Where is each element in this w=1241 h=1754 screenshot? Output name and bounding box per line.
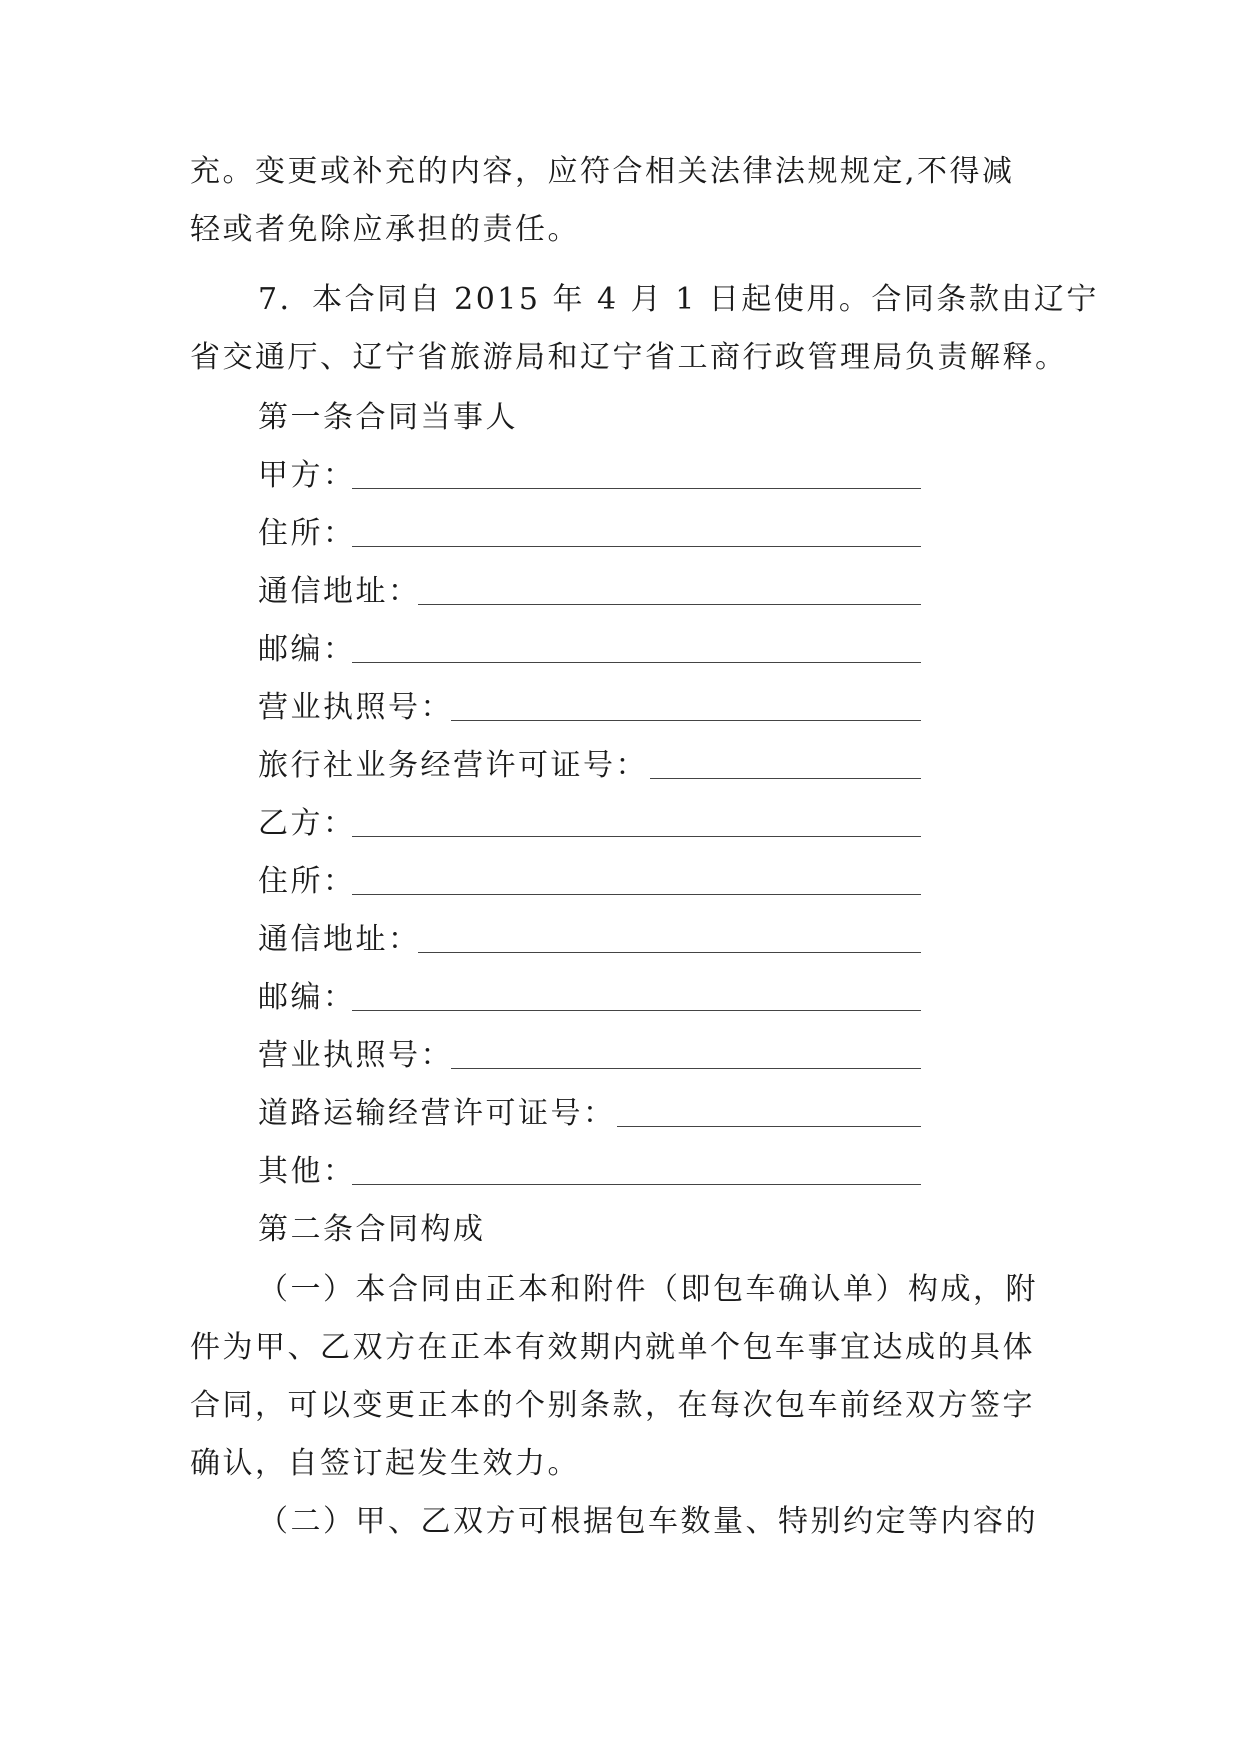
party-b-address-blank[interactable] (352, 892, 921, 895)
party-a-license-blank[interactable] (451, 718, 921, 721)
article-2-item-1-line-2: 件为甲、乙双方在正本有效期内就单个包车事宜达成的具体 (190, 1330, 1035, 1365)
party-a-postcode-blank[interactable] (352, 660, 921, 663)
party-a-license-label: 营业执照号： (258, 690, 453, 725)
party-b-license-label: 营业执照号： (258, 1038, 453, 1073)
paragraph-6-line-2: 轻或者免除应承担的责任。 (190, 212, 580, 247)
paragraph-7-line-2: 省交通厅、辽宁省旅游局和辽宁省工商行政管理局负责解释。 (190, 340, 1068, 375)
party-b-transport-permit-label: 道路运输经营许可证号： (258, 1096, 616, 1131)
party-b-name-label: 乙方： (258, 806, 356, 841)
party-a-postcode-label: 邮编： (258, 632, 356, 667)
article-2-heading: 第二条合同构成 (258, 1212, 486, 1247)
party-a-travel-permit-label: 旅行社业务经营许可证号： (258, 748, 648, 783)
article-2-item-1-line-1: （一）本合同由正本和附件（即包车确认单）构成，附 (258, 1272, 1038, 1307)
party-a-name-blank[interactable] (352, 486, 921, 489)
party-b-address-label: 住所： (258, 864, 356, 899)
article-1-heading: 第一条合同当事人 (258, 400, 518, 435)
party-a-travel-permit-blank[interactable] (650, 776, 921, 779)
party-b-other-blank[interactable] (352, 1182, 921, 1185)
party-a-mail-address-blank[interactable] (418, 602, 921, 605)
party-b-postcode-label: 邮编： (258, 980, 356, 1015)
article-2-item-2-line-1: （二）甲、乙双方可根据包车数量、特别约定等内容的 (258, 1504, 1038, 1539)
party-a-address-label: 住所： (258, 516, 356, 551)
article-2-item-1-line-4: 确认，自签订起发生效力。 (190, 1446, 580, 1481)
party-b-license-blank[interactable] (451, 1066, 921, 1069)
party-b-mail-address-blank[interactable] (418, 950, 921, 953)
party-a-address-blank[interactable] (352, 544, 921, 547)
party-b-transport-permit-blank[interactable] (617, 1124, 921, 1127)
party-b-postcode-blank[interactable] (352, 1008, 921, 1011)
paragraph-6-line-1: 充。变更或补充的内容，应符合相关法律法规规定,不得减 (190, 154, 1015, 189)
party-a-mail-address-label: 通信地址： (258, 574, 421, 609)
party-b-name-blank[interactable] (352, 834, 921, 837)
party-a-name-label: 甲方： (258, 458, 356, 493)
article-2-item-1-line-3: 合同，可以变更正本的个别条款，在每次包车前经双方签字 (190, 1388, 1035, 1423)
paragraph-7-line-1: 7．本合同自 2015 年 4 月 1 日起使用。合同条款由辽宁 (258, 282, 1099, 317)
party-b-other-label: 其他： (258, 1154, 356, 1189)
party-b-mail-address-label: 通信地址： (258, 922, 421, 957)
